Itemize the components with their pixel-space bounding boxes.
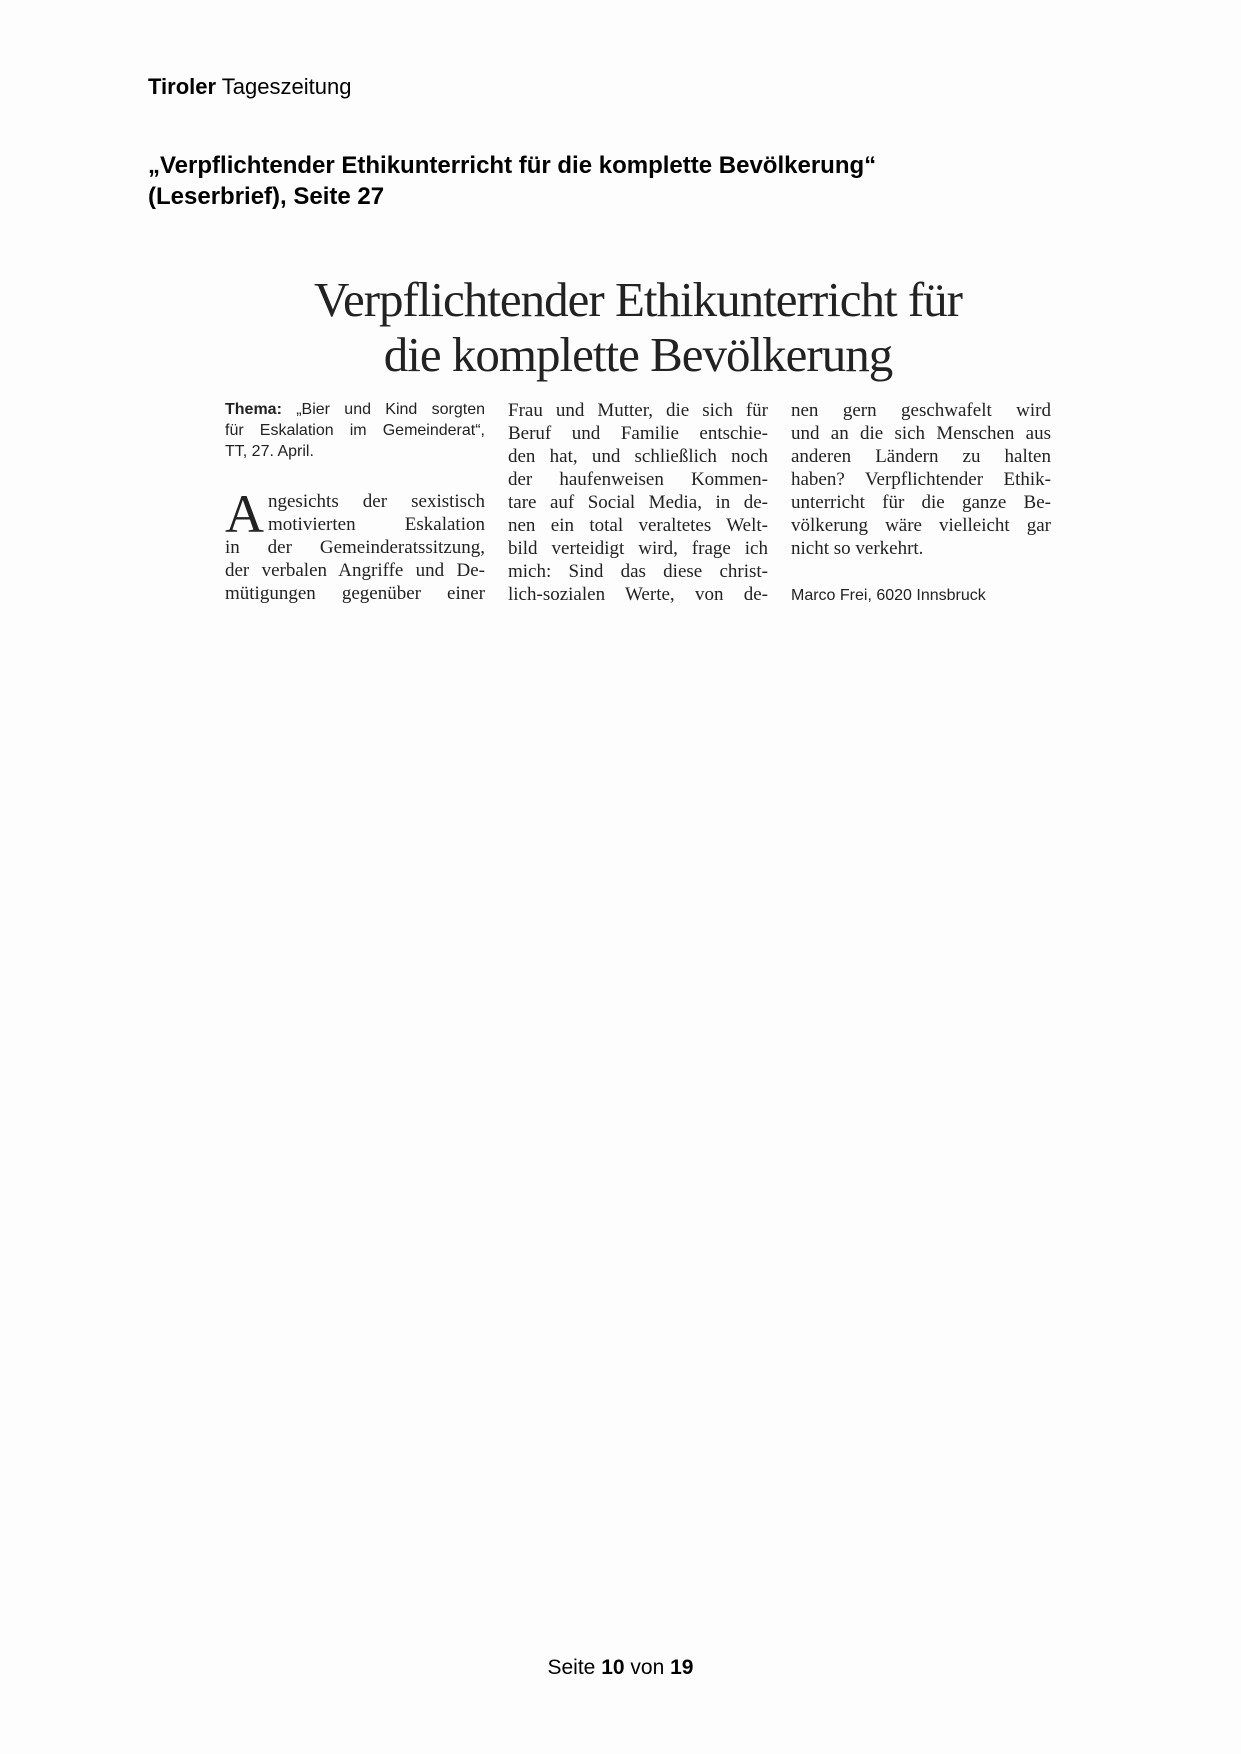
author-signature: Marco Frei, 6020 Innsbruck bbox=[791, 587, 986, 604]
drop-cap: A bbox=[225, 484, 264, 544]
text-line: und an die sich Menschen aus bbox=[791, 423, 1051, 444]
topic-line: für Eskalation im Gemeinderat“, bbox=[225, 422, 485, 439]
text-line: ngesichts der sexistisch bbox=[268, 491, 485, 512]
text-line: tare auf Social Media, in de- bbox=[508, 492, 768, 513]
text-line: nen ein total veraltetes Welt- bbox=[508, 515, 768, 536]
article-column-3 bbox=[791, 399, 1051, 607]
text-line: Frau und Mutter, die sich für bbox=[508, 400, 768, 421]
page-separator: von bbox=[630, 1656, 665, 1679]
title-line-1: „Verpflichtender Ethikunterricht für die komplette Bevölkerung“ bbox=[148, 152, 877, 179]
article-column-2 bbox=[508, 399, 768, 606]
headline-line-2: die komplette Bevölkerung bbox=[383, 327, 893, 382]
text-line: motivierten Eskalation bbox=[268, 514, 485, 535]
text-line: völkerung wäre vielleicht gar bbox=[791, 515, 1051, 536]
topic-reference bbox=[225, 399, 485, 462]
text-line: bild verteidigt wird, frage ich bbox=[508, 538, 768, 559]
topic-line: „Bier und Kind sorgten bbox=[296, 401, 485, 418]
topic-line: TT, 27. April. bbox=[225, 443, 314, 460]
text-line: der verbalen Angriffe und De- bbox=[225, 560, 485, 581]
text-line: unterricht für die ganze Be- bbox=[791, 492, 1051, 513]
text-line: haben? Verpflichtender Ethik- bbox=[791, 469, 1051, 490]
text-line: nen gern geschwafelt wird bbox=[791, 400, 1051, 421]
page-number bbox=[0, 1656, 1241, 1680]
article-column-1 bbox=[225, 399, 485, 605]
text-line: mich: Sind das diese christ- bbox=[508, 561, 768, 582]
text-line: lich-sozialen Werte, von de- bbox=[508, 584, 768, 605]
text-line: in der Gemeinderatssitzung, bbox=[225, 537, 485, 558]
text-line: mütigungen gegenüber einer bbox=[225, 583, 485, 604]
current-page: 10 bbox=[601, 1656, 625, 1679]
page-prefix: Seite bbox=[547, 1656, 596, 1679]
headline-line-1: Verpflichtender Ethikunterricht für bbox=[313, 272, 962, 327]
text-line: nicht so verkehrt. bbox=[791, 538, 924, 559]
publication-bold: Tiroler bbox=[148, 74, 217, 99]
article-headline bbox=[225, 272, 1051, 382]
text-line: Beruf und Familie entschie- bbox=[508, 423, 768, 444]
text-line: der haufenweisen Kommen- bbox=[508, 469, 768, 490]
text-line: anderen Ländern zu halten bbox=[791, 446, 1051, 467]
article-body-start bbox=[225, 484, 485, 605]
total-pages: 19 bbox=[670, 1656, 694, 1679]
title-line-2: (Leserbrief), Seite 27 bbox=[148, 183, 385, 210]
document-title bbox=[148, 150, 1098, 212]
publication-rest: Tageszeitung bbox=[221, 74, 352, 99]
publication-name bbox=[148, 74, 351, 100]
text-line: den hat, und schließlich noch bbox=[508, 446, 768, 467]
topic-label: Thema: bbox=[225, 401, 282, 418]
